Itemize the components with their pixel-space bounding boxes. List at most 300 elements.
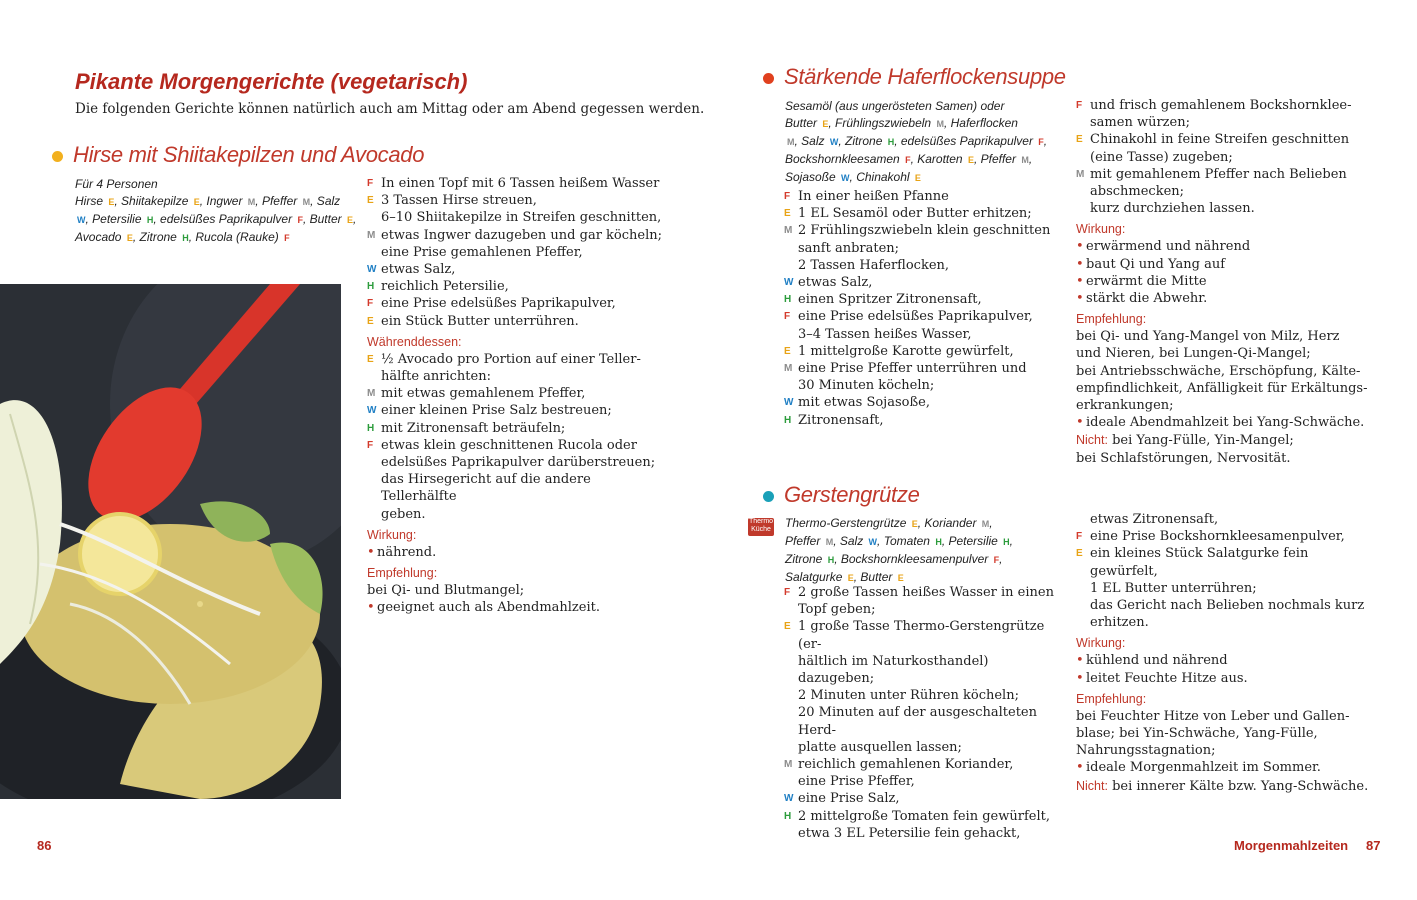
bullet-item: • nährend. <box>367 544 667 561</box>
step-text: eine Prise Salz, <box>798 791 900 807</box>
step-text: etwas Ingwer dazugeben und gar köcheln; <box>381 227 663 243</box>
step-text: (eine Tasse) zugeben; <box>1090 149 1233 165</box>
element-key-M: M <box>784 759 793 771</box>
step-line <box>367 368 667 385</box>
teal-dot-icon <box>763 491 774 502</box>
step-line <box>1076 114 1376 131</box>
step-text: reichlich Petersilie, <box>381 279 509 295</box>
element-key-F: F <box>297 215 303 225</box>
step-text: etwas klein geschnittenen Rucola oder <box>381 437 637 453</box>
step-text: das Gericht nach Belieben nochmals kurz <box>1090 598 1365 614</box>
element-key-E: E <box>193 197 200 207</box>
not-block-hafer <box>1076 431 1376 449</box>
step-text: eine Prise edelsüßes Paprikapulver, <box>381 296 616 312</box>
ingredient-text: Sesamöl (aus ungerösteten Samen) oder <box>785 99 1005 113</box>
step-text: Chinakohl in feine Streifen geschnitten <box>1090 132 1350 148</box>
element-key-H: H <box>887 137 895 147</box>
ingredient-text: , Koriander <box>917 516 980 530</box>
step-line <box>367 261 667 278</box>
step-text: 3–4 Tassen heißes Wasser, <box>798 326 972 342</box>
effect-label-gerste: Wirkung: <box>1076 636 1126 651</box>
step-line <box>367 402 667 419</box>
step-line <box>784 687 1059 704</box>
step-text: eine Prise Pfeffer unterrühren und <box>798 361 1027 377</box>
ingredients-hirse <box>75 176 365 247</box>
step-line <box>1076 597 1376 614</box>
ingredient-text: , Pfeffer <box>973 152 1020 166</box>
step-text: eine Prise gemahlenen Pfeffer, <box>381 244 583 260</box>
step-text: In einer heißen Pfanne <box>798 189 949 204</box>
bullet-item: • stärkt die Abwehr. <box>1076 290 1376 307</box>
ingredient-line <box>785 169 1065 187</box>
step-line <box>784 808 1059 825</box>
section-title: Morgenmahlzeiten <box>1234 838 1349 853</box>
ingredient-text: Salatgurke <box>785 570 846 584</box>
step-text: Zitronensaft, <box>798 412 884 428</box>
step-line <box>784 274 1059 291</box>
recommendation-list <box>367 599 667 616</box>
thermo-kueche-badge: Thermo Küche <box>748 518 774 536</box>
ingredients-hafer <box>785 98 1065 187</box>
step-text: platte ausquellen lassen; <box>798 739 962 755</box>
element-key-M: M <box>367 388 376 400</box>
step-line <box>1076 614 1376 631</box>
step-line <box>367 244 667 261</box>
step-line <box>784 584 1059 601</box>
element-key-W: W <box>784 277 794 289</box>
step-line <box>784 257 1059 274</box>
step-line <box>1076 200 1376 217</box>
ingredient-text: , Bockshornkleesamenpulver <box>834 552 992 566</box>
element-key-M: M <box>825 537 834 547</box>
step-line <box>367 313 667 330</box>
ingredient-text: Butter <box>785 116 821 130</box>
effect-list-hafer <box>1076 238 1376 307</box>
step-line <box>1076 528 1376 545</box>
step-line <box>784 601 1059 618</box>
element-key-F: F <box>367 178 374 189</box>
step-text: mit etwas Sojasoße, <box>798 395 930 411</box>
ingredient-text: , Salz <box>833 534 867 548</box>
step-text: einer kleinen Prise Salz bestreuen; <box>381 403 612 419</box>
text-line: bei Antriebsschwäche, Erschöpfung, Kälte- <box>1076 363 1361 379</box>
step-line <box>784 653 1059 687</box>
bullet-item: • ideale Abendmahlzeit bei Yang-Schwäche. <box>1076 414 1376 431</box>
ingredient-text: , Karotten <box>910 152 966 166</box>
steps-gerste-a <box>784 584 1059 842</box>
ingredient-text: Sojasoße <box>785 170 840 184</box>
step-text: edelsüßes Paprikapulver darüberstreuen; <box>381 455 656 471</box>
element-key-H: H <box>827 555 835 565</box>
ingredient-line <box>75 229 365 247</box>
step-line <box>367 227 667 244</box>
element-key-E: E <box>784 208 791 220</box>
recipe-title-text: Stärkende Haferflockensuppe <box>784 64 1066 89</box>
step-line <box>784 739 1059 756</box>
step-line <box>784 825 1059 842</box>
recommendation-lines-gerste <box>1076 708 1376 760</box>
step-text: erhitzen. <box>1090 615 1149 631</box>
step-line <box>784 343 1059 360</box>
step-line <box>784 308 1059 325</box>
step-text: sanft anbraten; <box>798 240 900 256</box>
ingredient-text: , Haferflocken <box>943 116 1018 130</box>
ingredient-line <box>785 551 1065 569</box>
step-line <box>1076 149 1376 166</box>
recommendation-text: bei Qi- und Blutmangel; <box>367 583 525 599</box>
ingredient-line <box>785 533 1065 551</box>
ingredient-text: , <box>989 516 993 530</box>
ingredient-text: , <box>352 212 357 226</box>
ingredient-text: , Tomaten <box>877 534 934 548</box>
step-line <box>1076 580 1376 597</box>
recommendation-label-hafer: Empfehlung: <box>1076 312 1147 327</box>
element-key-E: E <box>367 353 374 365</box>
step-line <box>1076 131 1376 148</box>
element-key-F: F <box>1076 531 1083 543</box>
step-text: Topf geben; <box>798 602 876 618</box>
effect-list-gerste <box>1076 652 1376 686</box>
step-text: 1 mittelgroße Karotte gewürfelt, <box>798 343 1014 359</box>
element-key-F: F <box>284 233 290 243</box>
not-label-hafer: Nicht: <box>1076 433 1108 448</box>
not-line: bei innerer Kälte bzw. Yang-Schwäche. <box>1107 778 1369 794</box>
ingredient-text: , Frühlingszwiebeln <box>828 116 935 130</box>
element-key-H: H <box>784 414 792 426</box>
element-key-E: E <box>367 195 374 207</box>
ingredient-text: , Salz <box>794 134 828 148</box>
ingredient-text: Hirse <box>75 194 107 208</box>
steps-hafer-b-list <box>1076 97 1376 217</box>
step-text: 1 große Tasse Thermo-Gerstengrütze (er- <box>798 619 1045 652</box>
ingredient-line <box>785 133 1065 151</box>
step-line <box>784 756 1059 773</box>
element-key-E: E <box>967 155 974 165</box>
ingredient-text: , Chinakohl <box>849 170 913 184</box>
meanwhile-label: Währenddessen: <box>367 334 462 349</box>
not-block-gerste <box>1076 777 1376 795</box>
recommendation-label: Empfehlung: <box>367 566 438 581</box>
text-line: bei Qi- und Yang-Mangel von Milz, Herz <box>1076 329 1340 345</box>
element-key-F: F <box>1038 137 1044 147</box>
element-key-E: E <box>897 573 904 583</box>
step-text: mit Zitronensaft beträufeln; <box>381 420 566 436</box>
element-key-E: E <box>346 215 353 225</box>
step-line <box>367 295 667 312</box>
ingredient-text: , Salz <box>310 194 341 208</box>
ingredient-line <box>785 115 1065 133</box>
not-label-gerste: Nicht: <box>1076 778 1108 793</box>
ingredient-text: Avocado <box>75 230 125 244</box>
element-key-E: E <box>108 197 115 207</box>
element-key-M: M <box>302 197 311 207</box>
ingredient-text: Für 4 Personen <box>75 177 158 191</box>
bullet-item: • baut Qi und Yang auf <box>1076 256 1376 273</box>
element-key-W: W <box>784 793 794 805</box>
step-text: eine Prise Bockshornkleesamenpulver, <box>1090 529 1345 545</box>
step-line <box>784 205 1059 222</box>
ingredient-text: , edelsüßes Paprikapulver <box>894 134 1037 148</box>
recipe-title-text: Gerstengrütze <box>784 482 920 507</box>
recommendation-label-gerste: Empfehlung: <box>1076 691 1147 706</box>
element-key-E: E <box>914 173 921 183</box>
element-key-H: H <box>784 294 792 306</box>
element-key-W: W <box>784 397 794 409</box>
step-text: 1 EL Sesamöl oder Butter erhitzen; <box>798 206 1032 222</box>
ingredient-text: , Butter <box>302 212 345 226</box>
element-key-H: H <box>935 537 942 547</box>
text-line: Nahrungsstagnation; <box>1076 743 1216 759</box>
step-line <box>784 360 1059 377</box>
element-key-F: F <box>367 439 374 451</box>
element-key-H: H <box>367 422 375 434</box>
steps-hafer-b <box>1076 97 1376 467</box>
element-key-H: H <box>784 810 792 822</box>
bullet-item: • leitet Feuchte Hitze aus. <box>1076 670 1376 687</box>
element-key-E: E <box>784 345 791 357</box>
step-line <box>784 790 1059 807</box>
ingredient-text: , edelsüßes Paprikapulver <box>153 212 296 226</box>
recommendation-list-gerste <box>1076 759 1376 776</box>
step-text: In einen Topf mit 6 Tassen heißem Wasser <box>381 176 660 191</box>
element-key-E: E <box>822 119 829 129</box>
step-text: und frisch gemahlenem Bockshornklee- <box>1090 98 1352 113</box>
step-text: 6–10 Shiitakepilze in Streifen geschnitten, <box>381 210 662 226</box>
element-key-W: W <box>367 405 377 417</box>
ingredient-line <box>785 515 1065 533</box>
chapter-heading: Pikante Morgengerichte (vegetarisch) <box>75 69 468 94</box>
steps-hirse <box>367 175 667 616</box>
step-text: 20 Minuten auf der ausgeschalteten Herd- <box>798 705 1037 738</box>
food-photo-image <box>0 284 341 799</box>
effect-list <box>367 544 667 561</box>
ingredient-text: , Butter <box>853 570 896 584</box>
text-line: und Nieren, bei Lungen-Qi-Mangel; <box>1076 346 1311 362</box>
element-key-H: H <box>146 215 154 225</box>
step-line <box>367 420 667 437</box>
ingredient-text: , Petersilie <box>85 212 145 226</box>
step-line <box>784 240 1059 257</box>
element-key-W: W <box>77 215 86 225</box>
ingredient-text: , <box>1028 152 1033 166</box>
page-number-right: 87 <box>1366 838 1381 853</box>
text-line: erkrankungen; <box>1076 398 1174 414</box>
step-text: 2 Minuten unter Rühren köcheln; <box>798 688 1019 704</box>
ingredient-line <box>75 211 365 229</box>
step-text: etwa 3 EL Petersilie fein gehackt, <box>798 825 1021 841</box>
bullet-item: • erwärmt die Mitte <box>1076 273 1376 290</box>
element-key-F: F <box>784 311 791 323</box>
recipe-title-gerste <box>763 482 920 508</box>
element-key-F: F <box>784 191 791 202</box>
step-text: kurz durchziehen lassen. <box>1090 201 1255 217</box>
element-key-F: F <box>367 298 374 310</box>
effect-label: Wirkung: <box>367 527 417 542</box>
step-text: eine Prise Pfeffer, <box>798 774 915 790</box>
element-key-M: M <box>367 229 376 241</box>
steps-hafer-a <box>784 188 1059 429</box>
element-key-F: F <box>905 155 911 165</box>
ingredient-text: , <box>999 552 1003 566</box>
element-key-E: E <box>911 519 918 529</box>
element-key-M: M <box>247 197 256 207</box>
step-line <box>784 618 1059 652</box>
bullet-item: • kühlend und nährend <box>1076 652 1376 669</box>
step-text: 2 Tassen Haferflocken, <box>798 257 950 273</box>
step-text: etwas Zitronensaft, <box>1090 512 1219 527</box>
step-text: etwas Salz, <box>381 262 456 278</box>
step-line <box>367 209 667 226</box>
step-line <box>367 385 667 402</box>
recommendation-list-hafer <box>1076 414 1376 431</box>
step-text: reichlich gemahlenen Koriander, <box>798 757 1014 773</box>
step-line <box>784 188 1059 205</box>
recipe-title-hafer <box>763 64 1066 90</box>
step-line <box>367 278 667 295</box>
ingredient-text: , Rucola (Rauke) <box>188 230 283 244</box>
step-text: hälfte anrichten: <box>381 369 491 385</box>
chapter-intro: Die folgenden Gerichte können natürlich auch am Mittag oder am Abend gegessen werden. <box>75 101 705 117</box>
step-text: 2 mittelgroße Tomaten fein gewürfelt, <box>798 808 1050 824</box>
ingredient-text: , <box>1009 534 1014 548</box>
ingredient-text: , Zitrone <box>132 230 181 244</box>
page-number-left: 86 <box>37 838 52 853</box>
element-key-M: M <box>1021 155 1029 165</box>
ingredient-text: , <box>1043 134 1048 148</box>
step-text: samen würzen; <box>1090 115 1190 131</box>
step-line <box>784 773 1059 790</box>
step-line <box>367 192 667 209</box>
ingredient-text: , Shiitakepilze <box>114 194 192 208</box>
step-text: 1 EL Butter unterrühren; <box>1090 580 1257 596</box>
not-line: bei Yang-Fülle, Yin-Mangel; <box>1107 433 1294 449</box>
meanwhile-steps-list <box>367 351 667 523</box>
element-key-F: F <box>993 555 1000 565</box>
step-text: eine Prise edelsüßes Paprikapulver, <box>798 309 1033 325</box>
element-key-W: W <box>868 537 878 547</box>
bullet-item: • erwärmend und nährend <box>1076 238 1376 255</box>
step-text: ein Stück Butter unterrühren. <box>381 313 579 329</box>
step-text: 30 Minuten köcheln; <box>798 378 935 394</box>
bullet-item: • ideale Morgenmahlzeit im Sommer. <box>1076 759 1376 776</box>
steps-hirse-list <box>367 175 667 330</box>
step-line <box>367 351 667 368</box>
element-key-W: W <box>367 264 377 276</box>
step-line <box>784 394 1059 411</box>
step-text: ein kleines Stück Salatgurke fein gewürfelt, <box>1090 546 1309 579</box>
step-text: 3 Tassen Hirse streuen, <box>381 193 537 209</box>
step-line <box>1076 166 1376 183</box>
step-text: das Hirsegericht auf die andere Tellerhälfte <box>381 472 591 505</box>
element-key-H: H <box>182 233 189 243</box>
ingredient-line <box>75 176 365 193</box>
step-line <box>784 412 1059 429</box>
step-line <box>367 437 667 454</box>
text-line: blase; bei Yin-Schwäche, Yang-Fülle, <box>1076 726 1318 742</box>
yellow-dot-icon <box>52 151 63 162</box>
red-dot-icon <box>763 73 774 84</box>
element-key-F: F <box>1076 100 1083 111</box>
element-key-M: M <box>784 225 793 237</box>
step-text: mit etwas gemahlenem Pfeffer, <box>381 386 586 402</box>
step-line <box>1076 545 1376 579</box>
step-line <box>367 454 667 471</box>
element-key-F: F <box>784 587 791 598</box>
element-key-M: M <box>787 137 795 147</box>
step-line <box>784 326 1059 343</box>
bullet-item: • geeignet auch als Abendmahlzeit. <box>367 599 667 616</box>
text-line: bei Feuchter Hitze von Leber und Gallen- <box>1076 708 1350 724</box>
element-key-M: M <box>1076 168 1085 180</box>
ingredient-text: , Petersilie <box>941 534 1002 548</box>
step-line <box>784 291 1059 308</box>
ingredient-text: Zitrone <box>785 552 826 566</box>
step-text: etwas Salz, <box>798 275 873 291</box>
element-key-E: E <box>847 573 854 583</box>
step-text: hältlich im Naturkosthandel) dazugeben; <box>798 653 989 687</box>
step-text: geben. <box>381 506 426 522</box>
ingredients-gerste <box>785 515 1065 587</box>
recipe-title-hirse <box>52 142 424 168</box>
element-key-E: E <box>1076 134 1083 146</box>
step-line <box>784 222 1059 239</box>
ingredient-text: Bockshornkleesamen <box>785 152 904 166</box>
not-line: bei Schlafstörungen, Nervosität. <box>1076 450 1291 466</box>
steps-gerste-b-list <box>1076 511 1376 631</box>
element-key-M: M <box>981 519 990 529</box>
step-text: 2 große Tassen heißes Wasser in einen <box>798 585 1054 600</box>
element-key-H: H <box>1003 537 1010 547</box>
step-line <box>1076 97 1376 114</box>
step-line <box>367 471 667 505</box>
recipe-title-text: Hirse mit Shiitakepilzen und Avocado <box>73 142 425 167</box>
ingredient-line <box>75 193 365 211</box>
step-text: einen Spritzer Zitronensaft, <box>798 292 982 308</box>
effect-label-hafer: Wirkung: <box>1076 222 1126 237</box>
step-text: ½ Avocado pro Portion auf einer Teller- <box>381 351 641 367</box>
step-line <box>784 704 1059 738</box>
ingredient-text: , Ingwer <box>199 194 246 208</box>
step-line <box>1076 183 1376 200</box>
element-key-M: M <box>784 363 793 375</box>
element-key-E: E <box>784 621 791 633</box>
ingredient-text: , Zitrone <box>838 134 886 148</box>
step-text: mit gemahlenem Pfeffer nach Belieben <box>1090 166 1347 182</box>
ingredient-line <box>785 98 1065 115</box>
element-key-W: W <box>841 173 850 183</box>
element-key-E: E <box>1076 548 1083 560</box>
step-text: abschmecken; <box>1090 184 1185 200</box>
ingredient-text: , Pfeffer <box>255 194 301 208</box>
element-key-E: E <box>367 315 374 327</box>
element-key-M: M <box>936 119 944 129</box>
element-key-H: H <box>367 281 375 293</box>
step-line <box>367 506 667 523</box>
ingredient-text: Pfeffer <box>785 534 824 548</box>
ingredient-line <box>785 151 1065 169</box>
steps-gerste-b <box>1076 511 1376 795</box>
element-key-E: E <box>126 233 133 243</box>
food-photo <box>0 284 341 799</box>
ingredient-text: Thermo-Gerstengrütze <box>785 516 910 530</box>
recommendation-lines-hafer <box>1076 328 1376 414</box>
step-line <box>784 377 1059 394</box>
step-line <box>367 175 667 192</box>
step-line <box>1076 511 1376 528</box>
text-line: empfindlichkeit, Anfälligkeit für Erkältungs- <box>1076 380 1368 396</box>
step-text: 2 Frühlingszwiebeln klein geschnitten <box>798 223 1051 239</box>
element-key-W: W <box>829 137 839 147</box>
